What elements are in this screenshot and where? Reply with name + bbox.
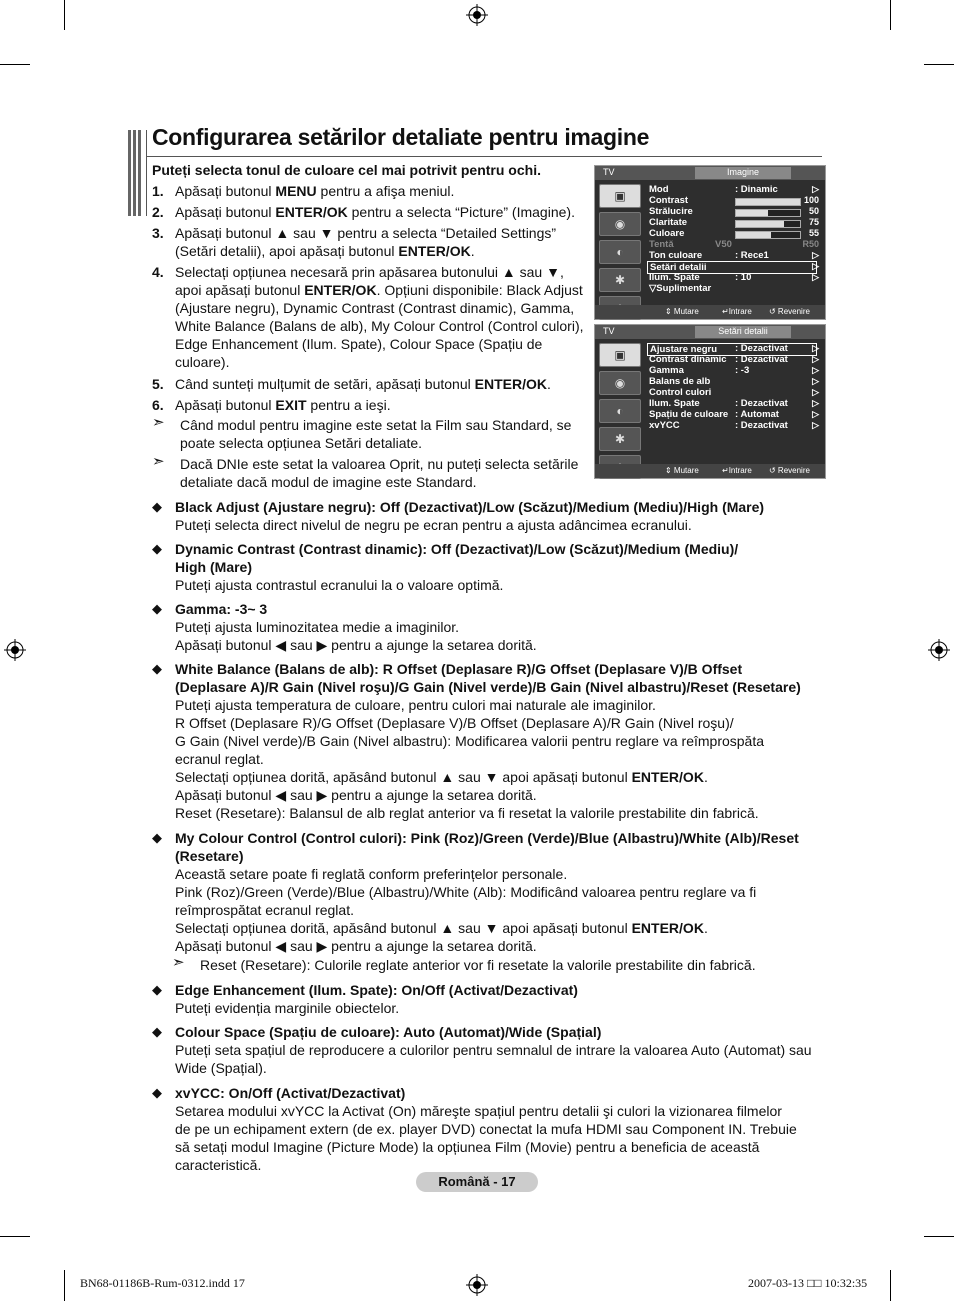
osd-menu-row: Ilum. Spate : 10 ▷ (649, 272, 819, 283)
osd-detail-settings-menu: TV Setări detalii ▣ ◉ ◐ ✱ Ajustare negru : Dezactivat ▷ Contrast dinamic : Dezactivat ▷ Gamma : -3 ▷ Balans de alb ▷ Control culori ▷ Ilum. Spate : Dezactivat ▷ Spațiu de culoare : Automat ▷ xvYCC : Dezactivat ▷ ⇕ Mutare ↵Intrare ↺ Revenire (594, 324, 826, 479)
sound-icon: ◉ (599, 212, 641, 236)
bullet-diamond-icon: ◆ (152, 830, 162, 845)
osd-menu-row: Contrast dinamic : Dezactivat ▷ (649, 354, 819, 365)
note-arrow-icon: ➣ (152, 453, 165, 470)
osd-menu-row: Ton culoare : Rece1 ▷ (649, 250, 819, 261)
picture-icon: ▣ (599, 184, 641, 208)
picture-icon: ▣ (599, 343, 641, 367)
bullet-diamond-icon: ◆ (152, 541, 162, 556)
osd-menu-row: ▽Suplimentar (649, 283, 712, 294)
step-2: 2. Apăsați butonul ENTER/OK pentru a selecta “Picture” (Imagine). (152, 204, 575, 220)
bullet-diamond-icon: ◆ (152, 499, 162, 514)
step-4: 4. Selectați opțiunea necesară prin apăsarea butonului ▲ sau ▼, apoi apăsați butonul ENTER/OK. Opțiuni disponibile: Black Adjust (Ajustare negru), Dynamic Contrast (Contrast dinamic), Gamma, White Balance (Balans de alb), My Colour Control (Control culori), Edge Enhancement (Ilum. Spate), Colour Space (Spațiu de culoare). (152, 264, 584, 370)
step-1: 1. Apăsați butonul MENU pentru a afişa meniul. (152, 183, 455, 199)
channel-icon: ◐ (599, 399, 641, 423)
bullet-diamond-icon: ◆ (152, 982, 162, 997)
section-dynamic-contrast: ◆ Dynamic Contrast (Contrast dinamic): Off (Dezactivat)/Low (Scăzut)/Medium (Mediu)/ High (Mare) Puteți ajusta contrastul ecranului la o valoare optimă. (152, 541, 739, 593)
note-reset-colours: ➣ Reset (Resetare): Culorile reglate anterior vor fi resetate la valorile prestabilite din fabrică. (172, 954, 756, 973)
page-title: Configurarea setărilor detaliate pentru imagine (152, 124, 650, 150)
registration-mark-icon (928, 639, 950, 661)
osd-menu-row: Setări detalii ▷ (649, 261, 819, 272)
registration-mark-icon (466, 4, 488, 26)
osd-slider (735, 209, 801, 217)
osd-slider (735, 198, 801, 206)
step-6: 6. Apăsați butonul EXIT pentru a ieşi. (152, 397, 391, 413)
section-xvycc: ◆ xvYCC: On/Off (Activat/Dezactivat) Setarea modului xvYCC la Activat (On) măreşte spațiul pentru detalii şi culori la vizionarea filmelor de pe un echipament extern (de ex. player DVD) conectat la mufa HDMI sau Component IN. Trebuie să setați modul Imagine (Picture Mode) la opțiunea Film (Movie) pentru a beneficia de această caracteristică. (152, 1085, 797, 1173)
osd-menu-row: Spațiu de culoare : Automat ▷ (649, 409, 819, 420)
osd-menu-row: Strălucire 50 (649, 206, 819, 217)
osd-menu-row: Control culori ▷ (649, 387, 819, 398)
setup-icon: ✱ (599, 268, 641, 292)
osd-menu-row: Claritate 75 (649, 217, 819, 228)
decorative-side-bar (128, 130, 142, 216)
note-2: ➣ Dacă DNIe este setat la valoarea Oprit, nu puteți selecta setările detaliate dacă modul de imagine este Standard. (152, 453, 579, 490)
bullet-diamond-icon: ◆ (152, 661, 162, 676)
osd-menu-row: Ajustare negru : Dezactivat ▷ (649, 343, 819, 354)
osd-menu-row: Balans de alb ▷ (649, 376, 819, 387)
setup-icon: ✱ (599, 427, 641, 451)
osd-menu-row: Ilum. Spate : Dezactivat ▷ (649, 398, 819, 409)
step-5: 5. Când sunteți mulțumit de setări, apăsați butonul ENTER/OK. (152, 376, 551, 392)
section-white-balance: ◆ White Balance (Balans de alb): R Offset (Deplasare R)/G Offset (Deplasare V)/B Offset (Deplasare A)/R Gain (Nivel roşu)/G Gain (Nivel verde)/B Gain (Nivel albastru)/Reset (Resetare) Puteți ajusta temperatura de culoare, pentru culori mai naturale ale imaginilor. R Offset (Deplasare R)/G Offset (Deplasare V)/B Offset (Deplasare A)/R Gain (Nivel roşu)/ G Gain (Nivel verde)/B Gain (Nivel albastru): Modificarea valorii pentru reglare va reîmprospăta ecranul reglat. Selectați opțiunea dorită, apăsând butonul ▲ sau ▼ apoi apăsați butonul ENTER/OK. Apăsați butonul ◀ sau ▶ pentru a ajunge la setarea dorită. Reset (Resetare): Balansul de alb reglat anterior va fi resetat la valorile prestabilite din fabrică. (152, 661, 801, 821)
osd-menu-row: Tentă V50 R50 (649, 239, 819, 250)
bullet-diamond-icon: ◆ (152, 1024, 162, 1039)
note-arrow-icon: ➣ (172, 954, 185, 971)
note-arrow-icon: ➣ (152, 414, 165, 431)
note-1: ➣ Când modul pentru imagine este setat la Film sau Standard, se poate selecta opțiunea Setări detaliate. (152, 414, 572, 451)
section-gamma: ◆ Gamma: -3~ 3 Puteți ajusta luminozitatea medie a imaginilor. Apăsați butonul ◀ sau ▶ pentru a ajunge la setarea dorită. (152, 601, 537, 653)
osd-menu-row: Culoare 55 (649, 228, 819, 239)
section-my-colour-control: ◆ My Colour Control (Control culori): Pink (Roz)/Green (Verde)/Blue (Albastru)/White (Alb)/Reset (Resetare) Această setare poate fi reglată conform preferințelor personale. Pink (Roz)/Green (Verde)/Blue (Albastru)/White (Alb): Modificând valoarea pentru reglare va fi reîmprospătat ecranul reglat. Selectați opțiunea dorită, apăsând butonul ▲ sau ▼ apoi apăsați butonul ENTER/OK. Apăsați butonul ◀ sau ▶ pentru a ajunge la setarea dorită. (152, 830, 799, 954)
section-black-adjust: ◆ Black Adjust (Ajustare negru): Off (Dezactivat)/Low (Scăzut)/Medium (Mediu)/High (Mare) Puteți selecta direct nivelul de negru pe ecran pentru a ajusta adâncimea ecranului. (152, 499, 765, 533)
osd-menu-row: Contrast 100 (649, 195, 819, 206)
osd-menu-row: Mod : Dinamic ▷ (649, 184, 819, 195)
channel-icon: ◐ (599, 240, 641, 264)
osd-picture-menu: TV Imagine ▣ ◉ ◐ ✱ Mod : Dinamic ▷ Contrast 100 Strălucire 50 Claritate 75 Culoare 55 Tentă V50 R50 Ton culoare : Rece1 ▷ Setări detalii ▷ Ilum. Spate : 10 ▷ ▽Suplimentar ⇕ Mutare ↵Intrare ↺ Revenire (594, 165, 826, 320)
osd-menu-row: xvYCC : Dezactivat ▷ (649, 420, 819, 431)
section-colour-space: ◆ Colour Space (Spațiu de culoare): Auto (Automat)/Wide (Spațial) Puteți seta spațiul de reproducere a culorilor pentru semnalul de intrare la valoarea Auto (Automat) sau Wide (Spațial). (152, 1024, 812, 1076)
osd-menu-row: Gamma : -3 ▷ (649, 365, 819, 376)
title-rule (146, 156, 822, 157)
page-number-badge: Română - 17 (416, 1172, 538, 1192)
footer-file: BN68-01186B-Rum-0312.indd 17 (80, 1276, 245, 1290)
registration-mark-icon (466, 1274, 488, 1296)
bullet-diamond-icon: ◆ (152, 1085, 162, 1100)
bullet-diamond-icon: ◆ (152, 601, 162, 616)
title-rule (146, 130, 147, 216)
registration-mark-icon (4, 639, 26, 661)
section-edge-enhancement: ◆ Edge Enhancement (Ilum. Spate): On/Off (Activat/Dezactivat) Puteți evidenția marginile obiectelor. (152, 982, 578, 1016)
step-3: 3. Apăsați butonul ▲ sau ▼ pentru a selecta “Detailed Settings” (Setări detalii), apoi apăsați butonul ENTER/OK. (152, 225, 557, 259)
intro-text: Puteți selecta tonul de culoare cel mai potrivit pentru ochi. (152, 162, 541, 178)
osd-slider (735, 220, 801, 228)
sound-icon: ◉ (599, 371, 641, 395)
osd-slider (735, 231, 801, 239)
footer-date: 2007-03-13 □□ 10:32:35 (748, 1276, 868, 1290)
